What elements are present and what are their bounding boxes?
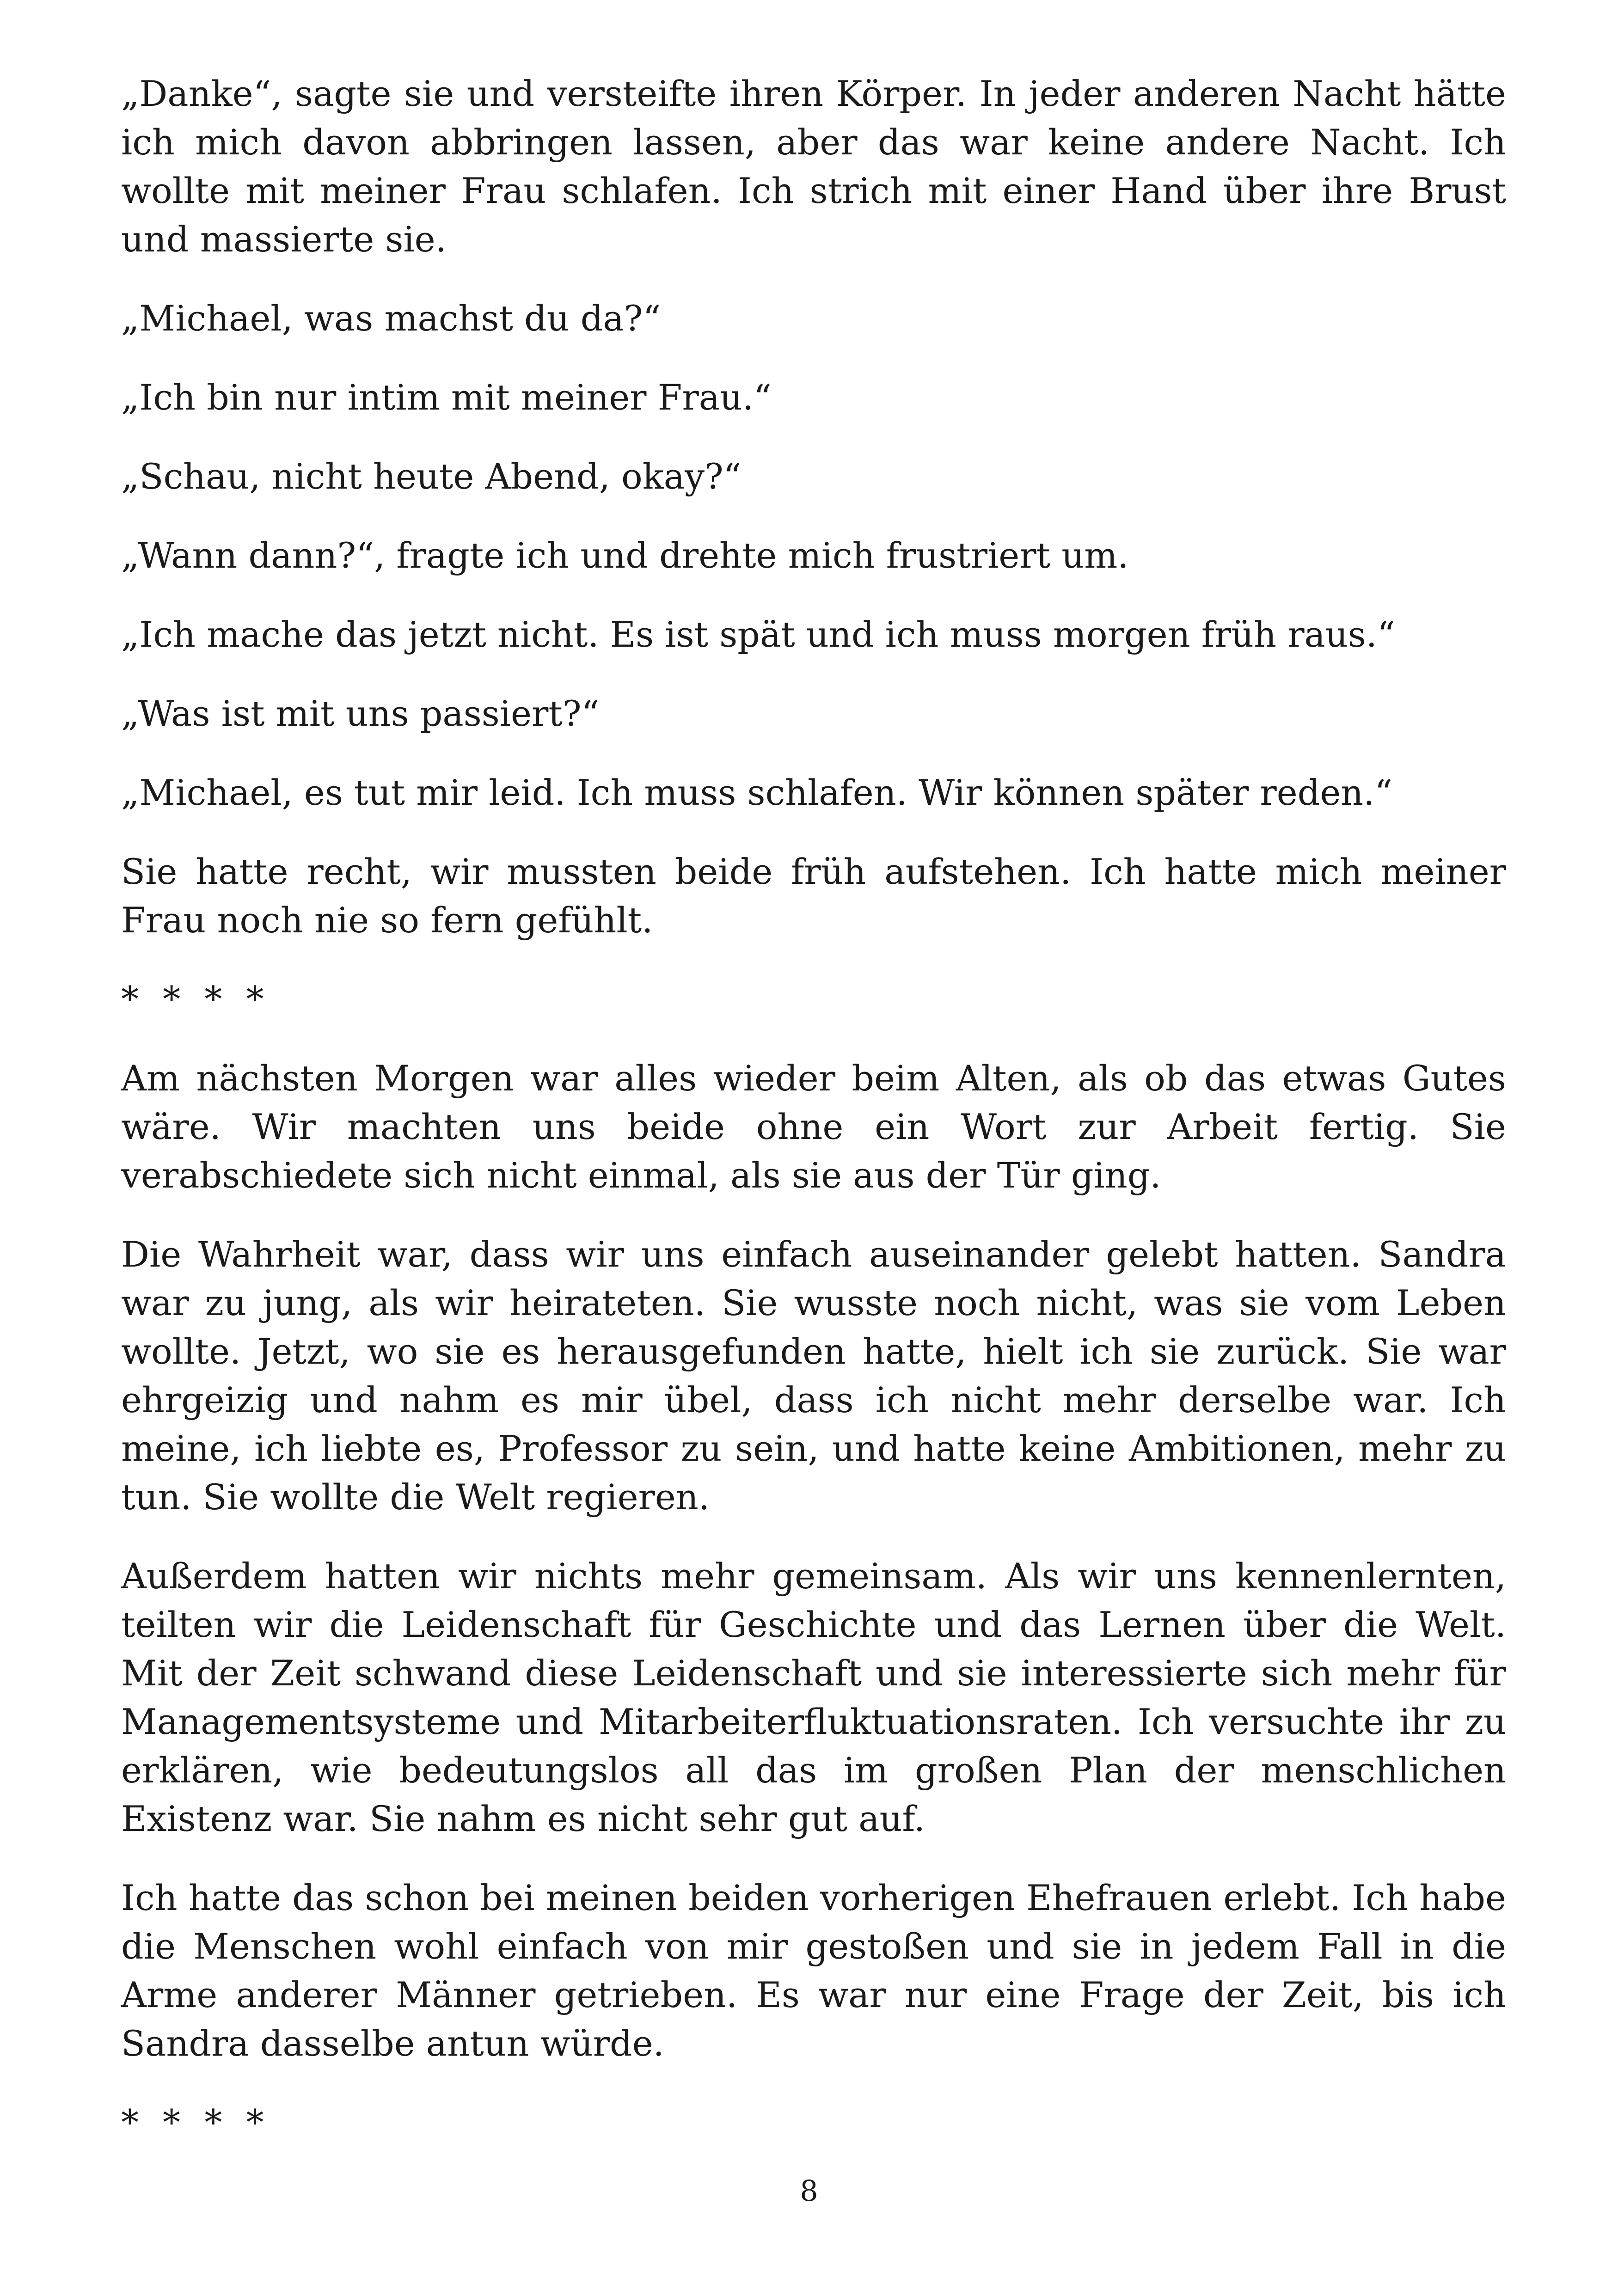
paragraph: „Wann dann?“, fragte ich und drehte mich frustriert um. bbox=[121, 535, 1129, 576]
paragraph: Am nächsten Morgen war alles wieder beim Alten, als ob das etwas Gutes wäre. Wir machten uns beide ohne ein Wort zur Arbeit fertig. Sie verabschiedete sich nicht einmal, als sie aus der Tür ging. bbox=[121, 1058, 1506, 1196]
paragraph: Außerdem hatten wir nichts mehr gemeinsam. Als wir uns kennenlernten, teilten wir die Leidenschaft für Geschichte und das Lernen über die Welt. Mit der Zeit schwand diese Leidenschaft und sie interessierte sich mehr für Managementsysteme und Mitarbeiterfluktuationsraten. Ich versuchte ihr zu erklären, wie bedeutungslos all das im großen Plan der menschlichen Existenz war. Sie nahm es nicht sehr gut auf. bbox=[121, 1555, 1506, 1839]
paragraph: „Danke“, sagte sie und versteifte ihren Körper. In jeder anderen Nacht hätte ich mich davon abbringen lassen, aber das war keine andere Nacht. Ich wollte mit meiner Frau schlafen. Ich strich mit einer Hand über ihre Brust und massierte sie. bbox=[121, 73, 1506, 260]
paragraph: Ich hatte das schon bei meinen beiden vorherigen Ehefrauen erlebt. Ich habe die Menschen wohl einfach von mir gestoßen und sie in jedem Fall in die Arme anderer Männer getrieben. Es war nur eine Frage der Zeit, bis ich Sandra dasselbe antun würde. bbox=[121, 1877, 1506, 2064]
paragraph: „Michael, es tut mir leid. Ich muss schlafen. Wir können später reden.“ bbox=[121, 772, 1393, 813]
paragraph: „Ich mache das jetzt nicht. Es ist spät und ich muss morgen früh raus.“ bbox=[121, 614, 1395, 655]
paragraph: „Was ist mit uns passiert?“ bbox=[121, 693, 600, 734]
body-text bbox=[121, 69, 1506, 2177]
paragraph: „Schau, nicht heute Abend, okay?“ bbox=[121, 456, 742, 497]
paragraph: Die Wahrheit war, dass wir uns einfach auseinander gelebt hatten. Sandra war zu jung, als wir heirateten. Sie wusste noch nicht, was sie vom Leben wollte. Jetzt, wo sie es herausgefunden hatte, hielt ich sie zurück. Sie war ehrgeizig und nahm es mir übel, dass ich nicht mehr derselbe war. Ich meine, ich liebte es, Professor zu sein, und hatte keine Ambitionen, mehr zu tun. Sie wollte die Welt regieren. bbox=[121, 1234, 1506, 1518]
paragraph: „Ich bin nur intim mit meiner Frau.“ bbox=[121, 377, 772, 418]
page-number: 8 bbox=[800, 2174, 818, 2208]
scene-break: * * * * bbox=[121, 979, 270, 1020]
scene-break: * * * * bbox=[121, 2102, 270, 2143]
paragraph: Sie hatte recht, wir mussten beide früh aufstehen. Ich hatte mich meiner Frau noch nie so fern gefühlt. bbox=[121, 851, 1506, 941]
paragraph: „Michael, was machst du da?“ bbox=[121, 298, 661, 339]
